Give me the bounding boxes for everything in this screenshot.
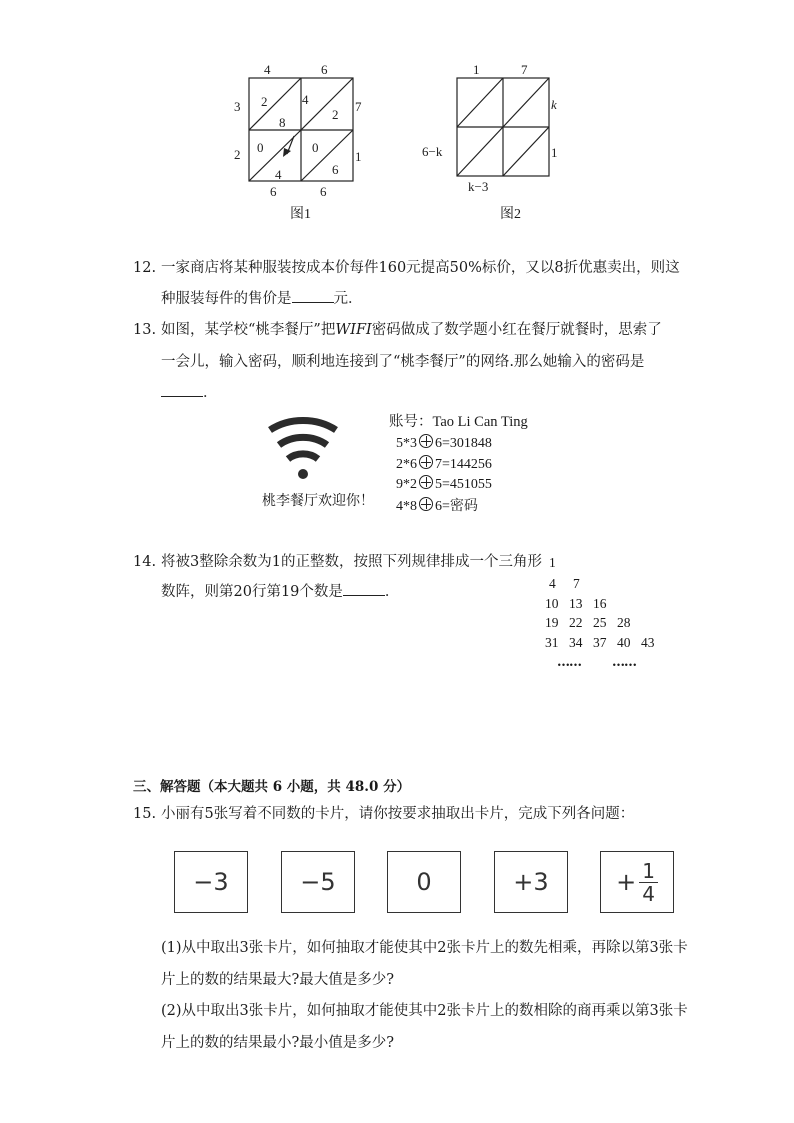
q13-number: 13. [133, 322, 157, 338]
fig1-cell: 2 [332, 107, 339, 122]
card-5-denominator: 4 [642, 881, 655, 906]
q14-line2-end: ． [384, 584, 400, 600]
card-2: −5 [281, 851, 355, 913]
fig1-arrowhead [283, 148, 291, 157]
q15-sub2-line2: 片上的数的结果最小?最小值是多少? [161, 1035, 395, 1051]
card-5-numerator: 1 [639, 860, 658, 883]
fig2-left-1: 6−k [422, 144, 443, 159]
q14-line2 [161, 576, 399, 608]
card-4: +3 [494, 851, 568, 913]
q13-cipher-row [396, 475, 492, 493]
triangle-row-4 [545, 615, 641, 631]
q12-answer-blank[interactable] [292, 286, 334, 303]
q14-line1: 将被3整除余数为1的正整数，按照下列规律排成一个三角形 [161, 554, 542, 570]
triangle-row-5 [545, 635, 665, 651]
oplus-icon [419, 455, 433, 469]
fig1-left-2: 2 [234, 147, 241, 162]
q12-line1: 一家商店将某种服装按成本价每件160元提高50%标价，又以8折优惠卖出，则这 [161, 260, 680, 276]
q15-sub1-line2: 片上的数的结果最大?最大值是多少? [161, 972, 395, 988]
triangle-ellipsis-1: …… [557, 655, 581, 670]
fig2-top-1: 1 [473, 62, 480, 77]
triangle-number: 40 [617, 635, 631, 650]
fig1-bottom-2: 6 [320, 184, 327, 199]
oplus-icon [419, 475, 433, 489]
fig2-caption: 图2 [500, 207, 521, 222]
triangle-number: 10 [545, 596, 559, 611]
figure-2-grid [420, 60, 570, 220]
triangle-row-3 [545, 596, 617, 612]
q13-answer-blank[interactable] [161, 380, 203, 397]
triangle-number: 31 [545, 635, 559, 650]
q13-welcome: 桃李餐厅欢迎你！ [262, 493, 374, 509]
q12-line2-end: 元． [333, 291, 363, 307]
figure-1 [226, 60, 376, 220]
triangle-row-1 [549, 555, 573, 571]
triangle-row-2 [549, 576, 597, 592]
q14-line2-text: 数阵，则第20行第19个数是 [161, 584, 343, 600]
q15-line1: 小丽有5张写着不同数的卡片，请你按要求抽取出卡片，完成下列各问题： [161, 806, 635, 822]
section-3-title: 三、解答题（本大题共 6 小题，共 48.0 分） [133, 779, 411, 795]
figure-2 [420, 60, 570, 220]
q13-line2: 一会儿，输入密码，顺利地连接到了“桃李餐厅”的网络.那么她输入的密码是 [161, 354, 645, 370]
triangle-number: 34 [569, 635, 583, 650]
q14-number: 14. [133, 554, 157, 570]
triangle-number: 4 [549, 576, 556, 591]
q13-line3 [161, 377, 218, 409]
q15-number: 15. [133, 806, 157, 822]
triangle-number: 7 [573, 576, 580, 591]
oplus-icon [419, 434, 433, 448]
q13-cipher-right: 7=144256 [435, 457, 492, 472]
q12-line2 [161, 283, 363, 315]
q13-line1-b: 密码做成了数学题小红在餐厅就餐时，思索了 [371, 322, 662, 338]
q13-cipher-row [396, 495, 478, 515]
q14-answer-blank[interactable] [343, 579, 385, 596]
q13-wifi: WIFI [335, 322, 372, 338]
triangle-number: 25 [593, 615, 607, 630]
wifi-icon [264, 416, 344, 486]
figure-1-grid [226, 60, 376, 220]
q12-line2-text: 种服装每件的售价是 [161, 291, 292, 307]
fig2-top-2: 7 [521, 62, 528, 77]
q13-account: 账号：Tao Li Can Ting [389, 414, 528, 430]
q13-cipher-row [396, 434, 492, 452]
triangle-number: 22 [569, 615, 583, 630]
fig1-cell: 6 [332, 162, 339, 177]
card-1: −3 [174, 851, 248, 913]
fig1-cell: 0 [312, 140, 319, 155]
q12-number: 12. [133, 260, 157, 276]
fig1-caption: 图1 [290, 207, 311, 222]
q13-line1 [161, 314, 662, 346]
fig2-right-2: 1 [551, 145, 558, 160]
triangle-number: 28 [617, 615, 631, 630]
fig1-cell: 2 [261, 94, 268, 109]
triangle-number: 37 [593, 635, 607, 650]
triangle-number: 16 [593, 596, 607, 611]
q13-cipher-left: 9*2 [396, 477, 417, 492]
triangle-number: 13 [569, 596, 583, 611]
q13-line3-end: ． [203, 385, 218, 401]
card-5 [600, 851, 674, 913]
q13-cipher-left: 5*3 [396, 436, 417, 451]
q13-cipher-right: 6=密码 [435, 499, 478, 514]
q15-sub1-line1: (1)从中取出3张卡片，如何抽取才能使其中2张卡片上的数先相乘，再除以第3张卡 [161, 940, 688, 956]
triangle-number: 43 [641, 635, 655, 650]
triangle-number: 19 [545, 615, 559, 630]
q13-cipher-right: 6=301848 [435, 436, 492, 451]
fig2-right-1: k [551, 97, 557, 112]
triangle-number: 1 [549, 555, 556, 570]
card-5-fraction [639, 860, 658, 905]
fig2-bottom-1: k−3 [468, 179, 489, 194]
fig1-bottom-1: 6 [270, 184, 277, 199]
triangle-ellipsis-2: …… [612, 655, 636, 670]
fig1-left-1: 3 [234, 99, 241, 114]
card-5-sign: + [616, 868, 637, 896]
oplus-icon [419, 497, 433, 511]
q13-line1-a: 如图，某学校“桃李餐厅”把 [161, 322, 336, 338]
q13-cipher-right: 5=451055 [435, 477, 492, 492]
fig1-cell: 4 [302, 92, 309, 107]
q13-cipher-row [396, 455, 492, 473]
fig1-top-2: 6 [321, 62, 328, 77]
q13-cipher-left: 4*8 [396, 499, 417, 514]
q15-sub2-line1: (2)从中取出3张卡片，如何抽取才能使其中2张卡片上的数相除的商再乘以第3张卡 [161, 1003, 688, 1019]
fig1-cell: 8 [279, 115, 286, 130]
fig1-right-1: 7 [355, 99, 362, 114]
fig1-cell: 0 [257, 140, 264, 155]
fig1-top-1: 4 [264, 62, 271, 77]
fig1-cell: 4 [275, 167, 282, 182]
fig1-right-2: 1 [355, 149, 362, 164]
q13-cipher-left: 2*6 [396, 457, 417, 472]
card-3: 0 [387, 851, 461, 913]
